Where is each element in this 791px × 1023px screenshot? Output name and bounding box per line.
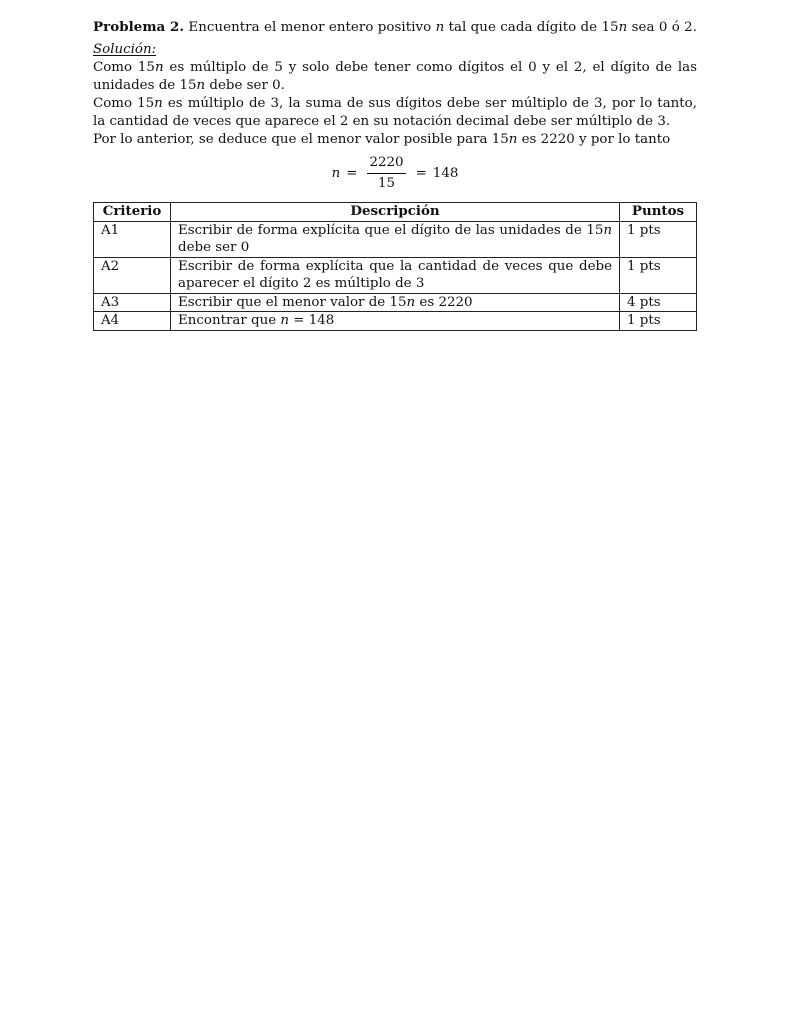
p3-text-a: Por lo anterior, se deduce que el menor valor posible para 15 <box>93 132 509 147</box>
solution-label: Solución: <box>93 42 157 57</box>
equation-lhs: n <box>331 165 341 181</box>
problem-var-n-2: n <box>618 20 628 35</box>
solution-paragraph-1 <box>93 59 697 95</box>
p1-text-b: es múltiplo de 5 y solo debe tener como dígitos el 0 y el 2, el dígito de las unidades de 15 <box>93 60 697 93</box>
header-criterio: Criterio <box>94 203 171 222</box>
problem-text-b: tal que cada dígito de 15 <box>448 20 619 35</box>
header-descripcion: Descripción <box>171 203 620 222</box>
table-row <box>94 293 697 312</box>
desc-var: n <box>406 294 416 310</box>
solution-paragraph-2 <box>93 95 697 131</box>
p1-var-n: n <box>154 60 164 75</box>
row-points: 1 pts <box>620 257 697 293</box>
row-description <box>171 312 620 331</box>
fraction-numerator: 2220 <box>367 155 405 174</box>
solution-paragraph-3 <box>93 131 697 149</box>
desc-text-a: Escribir de forma explícita que la cantidad de veces que debe aparecer el dígito 2 es múltiplo de 3 <box>178 258 612 291</box>
desc-text-a: Escribir de forma explícita que el dígito de las unidades de 15 <box>178 222 604 238</box>
p2-text-a: Como 15 <box>93 96 155 111</box>
desc-text-a: Encontrar que <box>178 313 277 328</box>
row-criterion: A4 <box>94 312 171 331</box>
table-header-row <box>94 203 697 222</box>
equation-equals-1: = <box>346 165 358 181</box>
row-description <box>171 257 620 293</box>
row-points: 1 pts <box>620 221 697 257</box>
row-description <box>171 221 620 257</box>
p1-var-n-2: n <box>196 78 206 93</box>
problem-statement <box>93 18 697 37</box>
p3-var-n: n <box>508 132 518 147</box>
fraction-denominator: 15 <box>378 176 396 191</box>
row-criterion: A3 <box>94 293 171 312</box>
row-points: 1 pts <box>620 312 697 331</box>
document-page <box>93 18 697 331</box>
equation-result: 148 <box>432 165 459 181</box>
row-criterion: A2 <box>94 257 171 293</box>
problem-title: Problema 2. <box>93 19 185 35</box>
desc-text-a: Escribir que el menor valor de 15 <box>178 294 407 310</box>
row-points: 4 pts <box>620 293 697 312</box>
p2-text-b: es múltiplo de 3, la suma de sus dígitos debe ser múltiplo de 3, por lo tanto, la cantidad de veces que aparece el 2 en su notación decimal debe ser múltiplo de 3. <box>93 96 697 129</box>
p2-var-n: n <box>154 96 163 111</box>
desc-text-b: debe ser 0 <box>178 240 250 255</box>
table-row <box>94 221 697 257</box>
table-row <box>94 312 697 331</box>
problem-text-c: sea 0 ó 2. <box>631 20 698 35</box>
p1-text-a: Como 15 <box>93 60 155 75</box>
row-criterion: A1 <box>94 221 171 257</box>
p3-text-b: es 2220 y por lo tanto <box>521 132 671 147</box>
p1-text-c: debe ser 0. <box>209 78 285 93</box>
equation-fraction <box>367 155 405 192</box>
table-row <box>94 257 697 293</box>
display-equation <box>93 155 697 192</box>
equation-equals-2: = <box>415 165 427 181</box>
header-puntos: Puntos <box>620 203 697 222</box>
row-description <box>171 293 620 312</box>
desc-text-b: = 148 <box>293 313 335 328</box>
solution-label-line <box>93 41 697 59</box>
grading-table <box>93 202 697 331</box>
problem-text-a: Encuentra el menor entero positivo <box>188 20 432 35</box>
desc-text-b: es 2220 <box>419 294 473 310</box>
problem-var-n: n <box>435 20 445 35</box>
desc-var: n <box>603 222 612 238</box>
desc-var: n <box>280 313 290 328</box>
